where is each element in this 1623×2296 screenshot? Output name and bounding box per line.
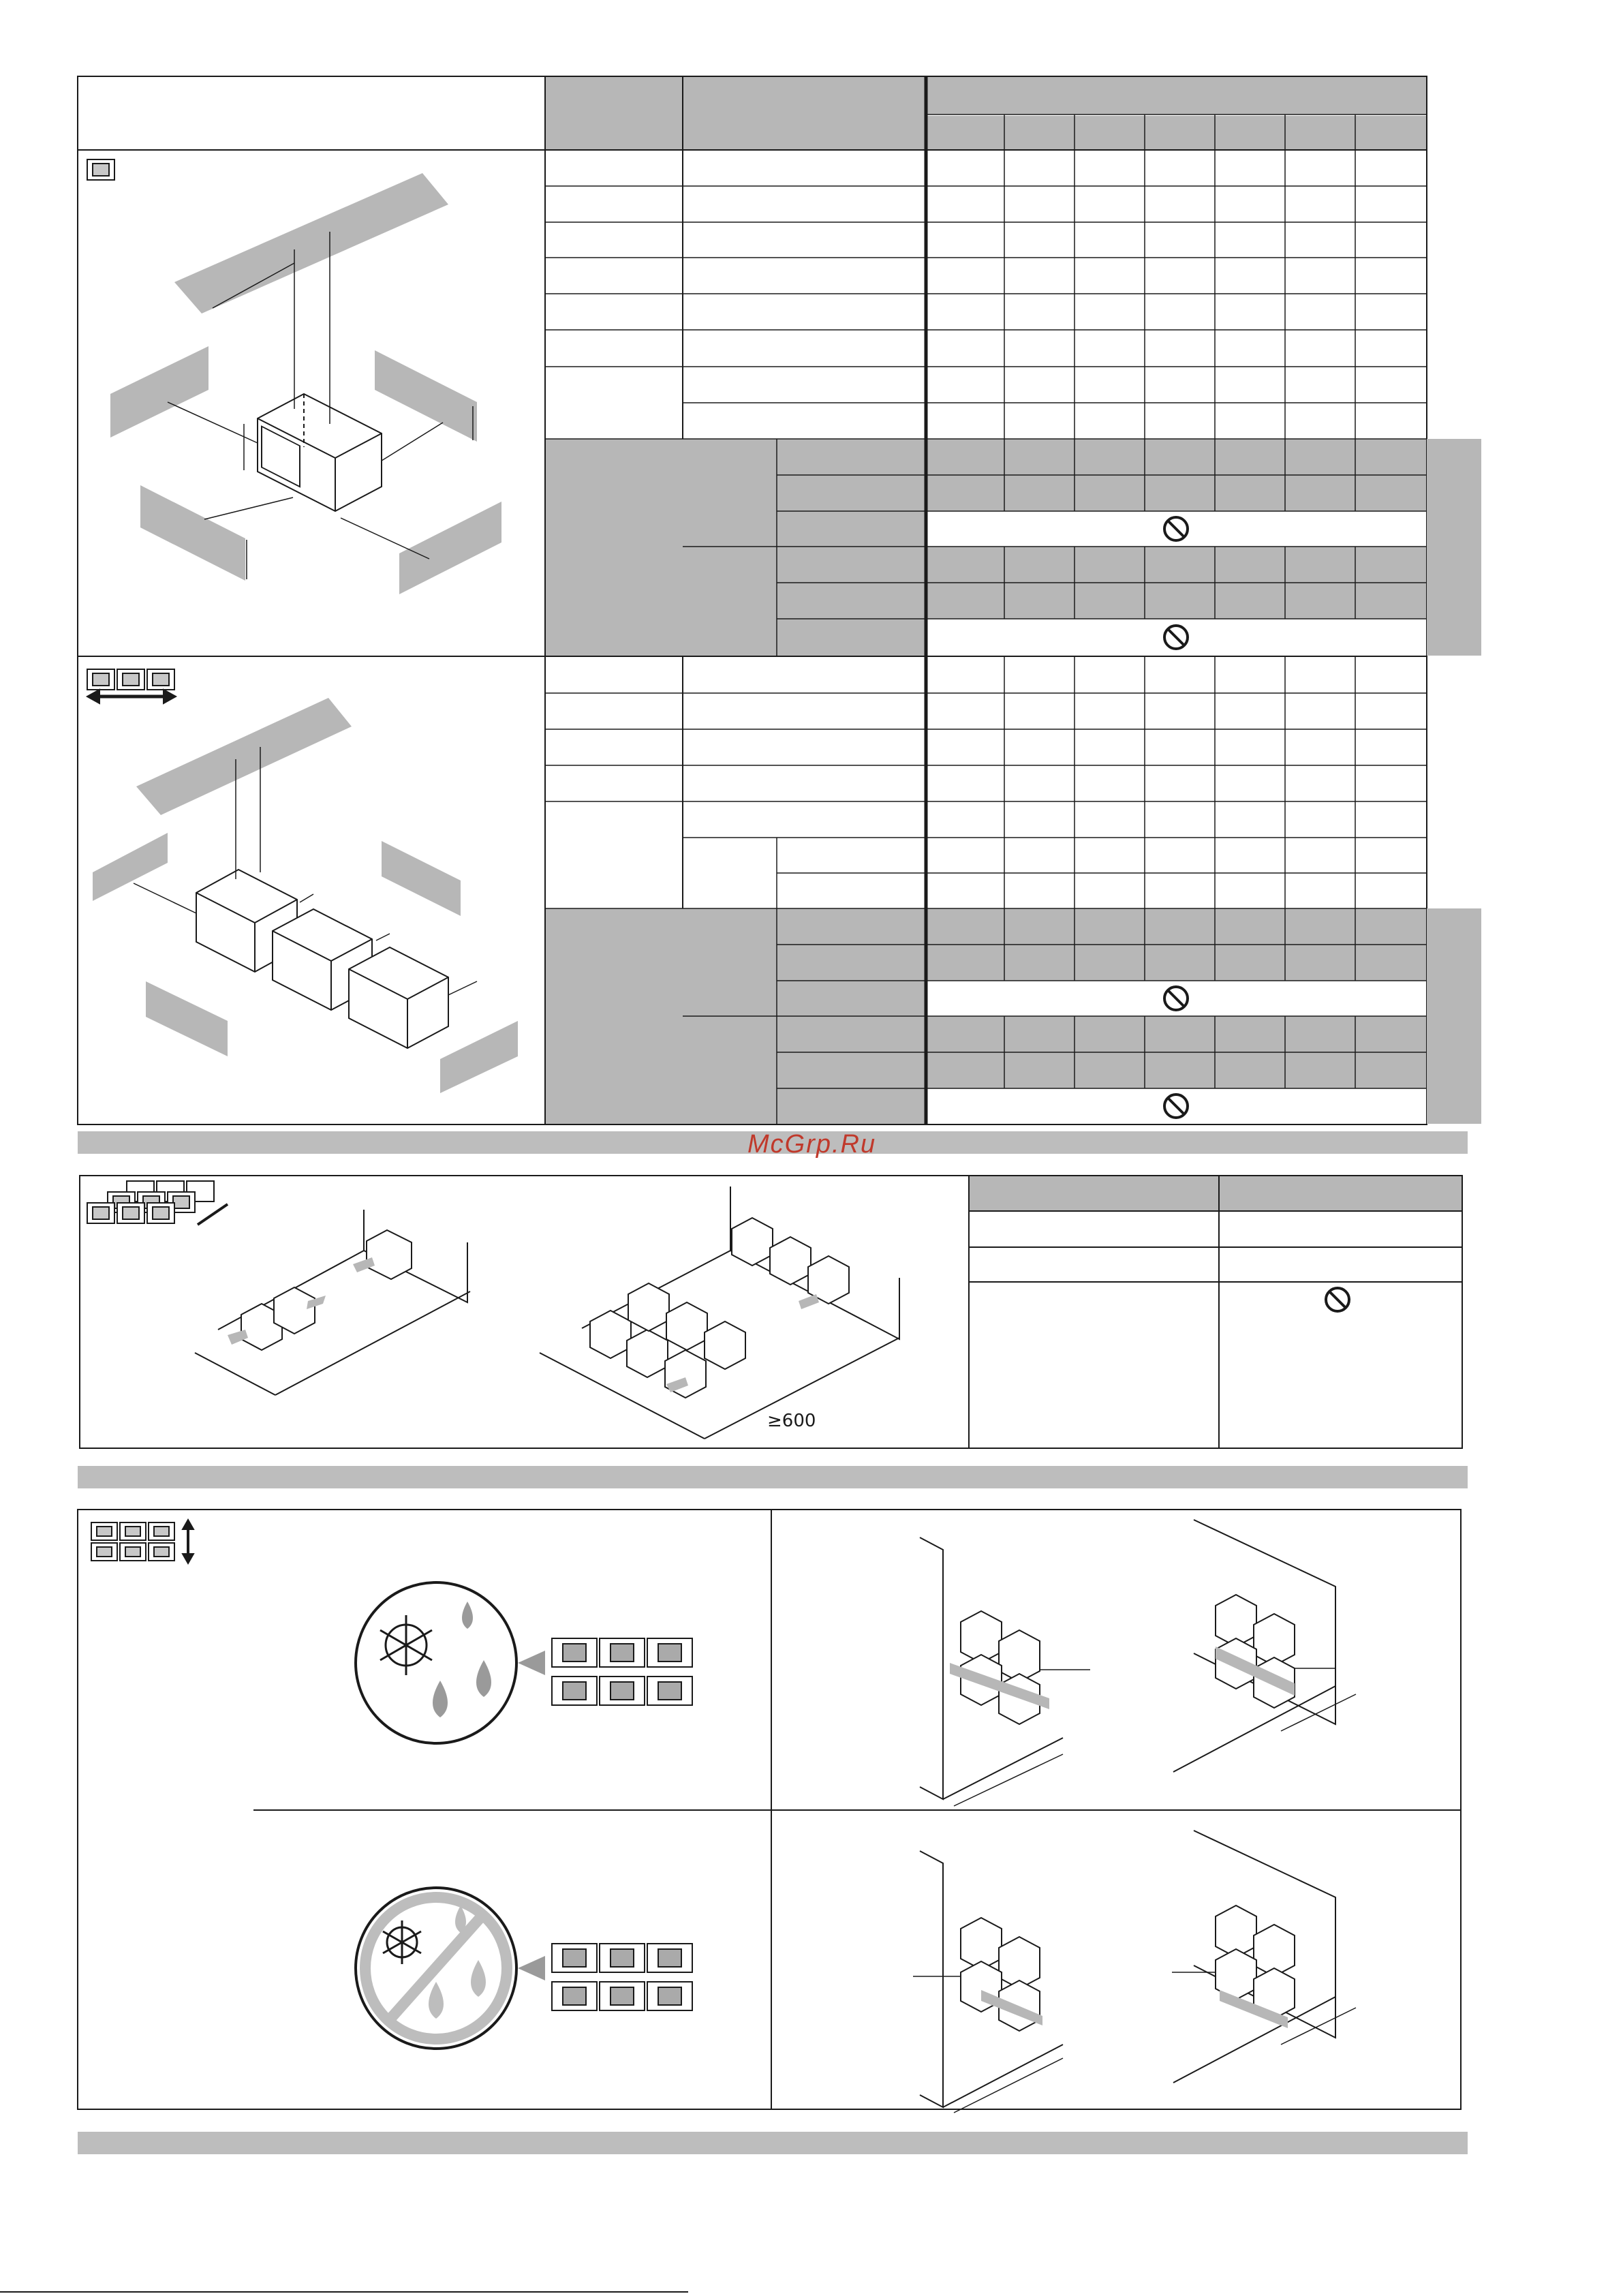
footer-rule: [0, 2291, 688, 2293]
prohibited-icon: [1326, 1288, 1349, 1311]
multi-row-icon: [87, 1181, 228, 1225]
multi-row-drawing: [540, 1187, 899, 1439]
clearance-table: [0, 0, 1623, 1131]
unit-row-clearance-drawing: [93, 698, 518, 1093]
two-row-drawing: [195, 1210, 470, 1395]
watermark: McGrp.Ru: [747, 1130, 877, 1159]
no-snow-region-icon: [356, 1888, 545, 2049]
stacked-installation: [0, 1499, 1623, 2113]
stacked-unit-icon: [91, 1520, 194, 1563]
single-unit-clearance-drawing: [110, 173, 501, 594]
section-bar-2: [78, 1466, 1468, 1488]
unit-row-icon: [87, 669, 176, 703]
unit-grid-icon: [552, 1944, 692, 2010]
single-unit-icon: [87, 159, 114, 180]
unit-grid-icon: [552, 1638, 692, 1705]
snow-region-icon: [356, 1582, 545, 1743]
clearance-label: ≥600: [767, 1411, 816, 1431]
stacked-wall-drawing: [913, 1520, 1356, 2113]
section-bar-3: [78, 2132, 1468, 2154]
multi-row-clearance: [0, 1169, 1623, 1455]
